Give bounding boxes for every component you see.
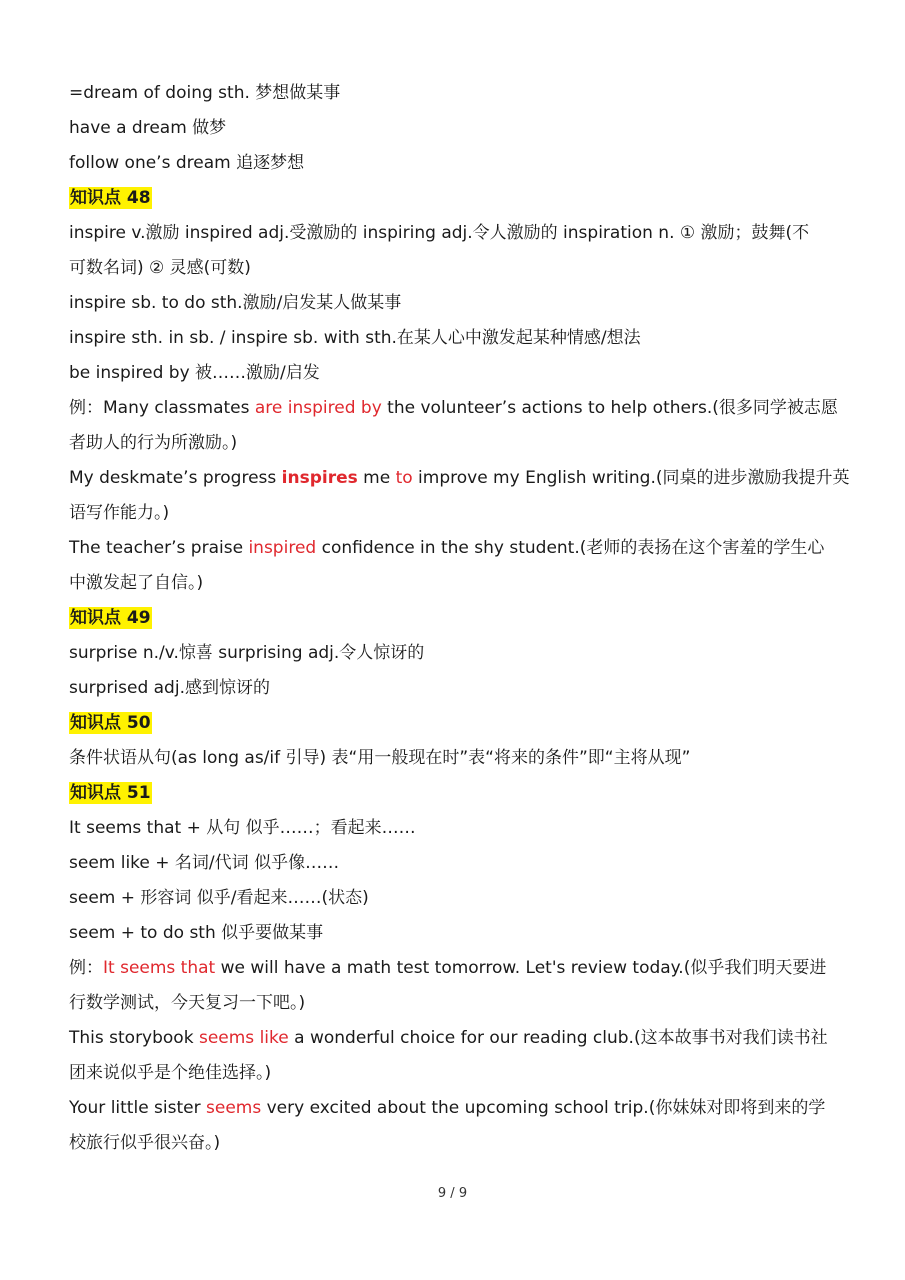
text-line	[69, 1056, 849, 1091]
text-segment: =dream of doing sth. 梦想做某事	[69, 83, 341, 103]
text-segment: 者助人的行为所激励。)	[69, 433, 238, 453]
highlighted-phrase: are inspired by	[254, 398, 382, 418]
text-segment: follow one’s dream 追逐梦想	[69, 153, 305, 173]
text-line	[69, 356, 849, 391]
text-segment: seem + 形容词 似乎/看起来……(状态)	[69, 888, 369, 908]
heading-label: 知识点 49	[70, 608, 151, 628]
section-heading	[69, 181, 849, 216]
text-line	[69, 111, 849, 146]
highlighted-phrase: inspires	[281, 468, 358, 488]
highlighted-phrase: seems	[206, 1098, 262, 1118]
text-line	[69, 1091, 849, 1126]
text-segment: inspire sth. in sb. / inspire sb. with sth.在某人心中激发起某种情感/想法	[69, 328, 641, 348]
text-segment: This storybook	[69, 1028, 199, 1048]
highlighted-phrase: inspired	[248, 538, 317, 558]
text-segment: seem + to do sth 似乎要做某事	[69, 923, 324, 943]
text-line	[69, 391, 849, 426]
text-line	[69, 531, 849, 566]
text-line	[69, 286, 849, 321]
text-line	[69, 986, 849, 1021]
text-line	[69, 461, 849, 496]
text-segment: inspire v.激励 inspired adj.受激励的 inspiring adj.令人激励的 inspiration n. ① 激励；鼓舞(不	[69, 223, 810, 243]
heading-label: 知识点 50	[70, 713, 151, 733]
text-segment: The teacher’s praise	[69, 538, 249, 558]
text-segment: have a dream 做梦	[69, 118, 227, 138]
page-number: 9 / 9	[437, 1186, 468, 1201]
text-segment: be inspired by 被……激励/启发	[69, 363, 320, 383]
text-segment: improve my English writing.(同桌的进步激励我提升英	[412, 468, 850, 488]
text-segment: surprised adj.感到惊讶的	[69, 678, 270, 698]
highlighted-phrase: seems like	[198, 1028, 289, 1048]
text-segment: the volunteer’s actions to help others.(很多同学被志愿	[381, 398, 838, 418]
section-heading	[69, 706, 849, 741]
text-line	[69, 1126, 849, 1161]
text-line	[69, 76, 849, 111]
text-line	[69, 146, 849, 181]
heading-label: 知识点 51	[70, 783, 151, 803]
text-segment: It seems that + 从句 似乎……；看起来……	[69, 818, 416, 838]
text-segment: 条件状语从句(as long as/if 引导) 表“用一般现在时”表“将来的条件”即“主将从现”	[69, 748, 691, 768]
section-heading	[69, 776, 849, 811]
text-line	[69, 566, 849, 601]
text-line	[69, 426, 849, 461]
text-line	[69, 881, 849, 916]
text-line	[69, 496, 849, 531]
text-line	[69, 811, 849, 846]
section-heading	[69, 601, 849, 636]
text-line	[69, 321, 849, 356]
text-line	[69, 916, 849, 951]
document-body	[69, 76, 849, 1161]
highlighted-phrase: to	[395, 468, 413, 488]
text-segment: 例：	[69, 958, 103, 978]
text-segment: surprise n./v.惊喜 surprising adj.令人惊讶的	[69, 643, 425, 663]
text-segment: My deskmate’s progress	[69, 468, 282, 488]
text-segment: inspire sb. to do sth.激励/启发某人做某事	[69, 293, 402, 313]
text-segment: 可数名词) ② 灵感(可数)	[69, 258, 251, 278]
text-line	[69, 251, 849, 286]
text-line	[69, 671, 849, 706]
text-line	[69, 951, 849, 986]
text-segment: 语写作能力。)	[69, 503, 170, 523]
text-segment: Your little sister	[69, 1098, 207, 1118]
text-segment: me	[357, 468, 396, 488]
heading-label: 知识点 48	[70, 188, 151, 208]
text-line	[69, 741, 849, 776]
text-line	[69, 1021, 849, 1056]
text-segment: seem like + 名词/代词 似乎像……	[69, 853, 340, 873]
text-segment: 例：Many classmates	[69, 398, 255, 418]
text-segment: we will have a math test tomorrow. Let's review today.(似乎我们明天要进	[215, 958, 827, 978]
text-segment: a wonderful choice for our reading club.(这本故事书对我们读书社	[288, 1028, 828, 1048]
text-segment: 团来说似乎是个绝佳选择。)	[69, 1063, 272, 1083]
text-line	[69, 216, 849, 251]
text-segment: confidence in the shy student.(老师的表扬在这个害羞的学生心	[316, 538, 825, 558]
text-segment: 校旅行似乎很兴奋。)	[69, 1133, 221, 1153]
text-segment: 行数学测试，今天复习一下吧。)	[69, 993, 306, 1013]
highlighted-phrase: It seems that	[103, 958, 216, 978]
text-line	[69, 846, 849, 881]
text-line	[69, 636, 849, 671]
text-segment: very excited about the upcoming school trip.(你妹妹对即将到来的学	[261, 1098, 826, 1118]
text-segment: 中激发起了自信。)	[69, 573, 204, 593]
